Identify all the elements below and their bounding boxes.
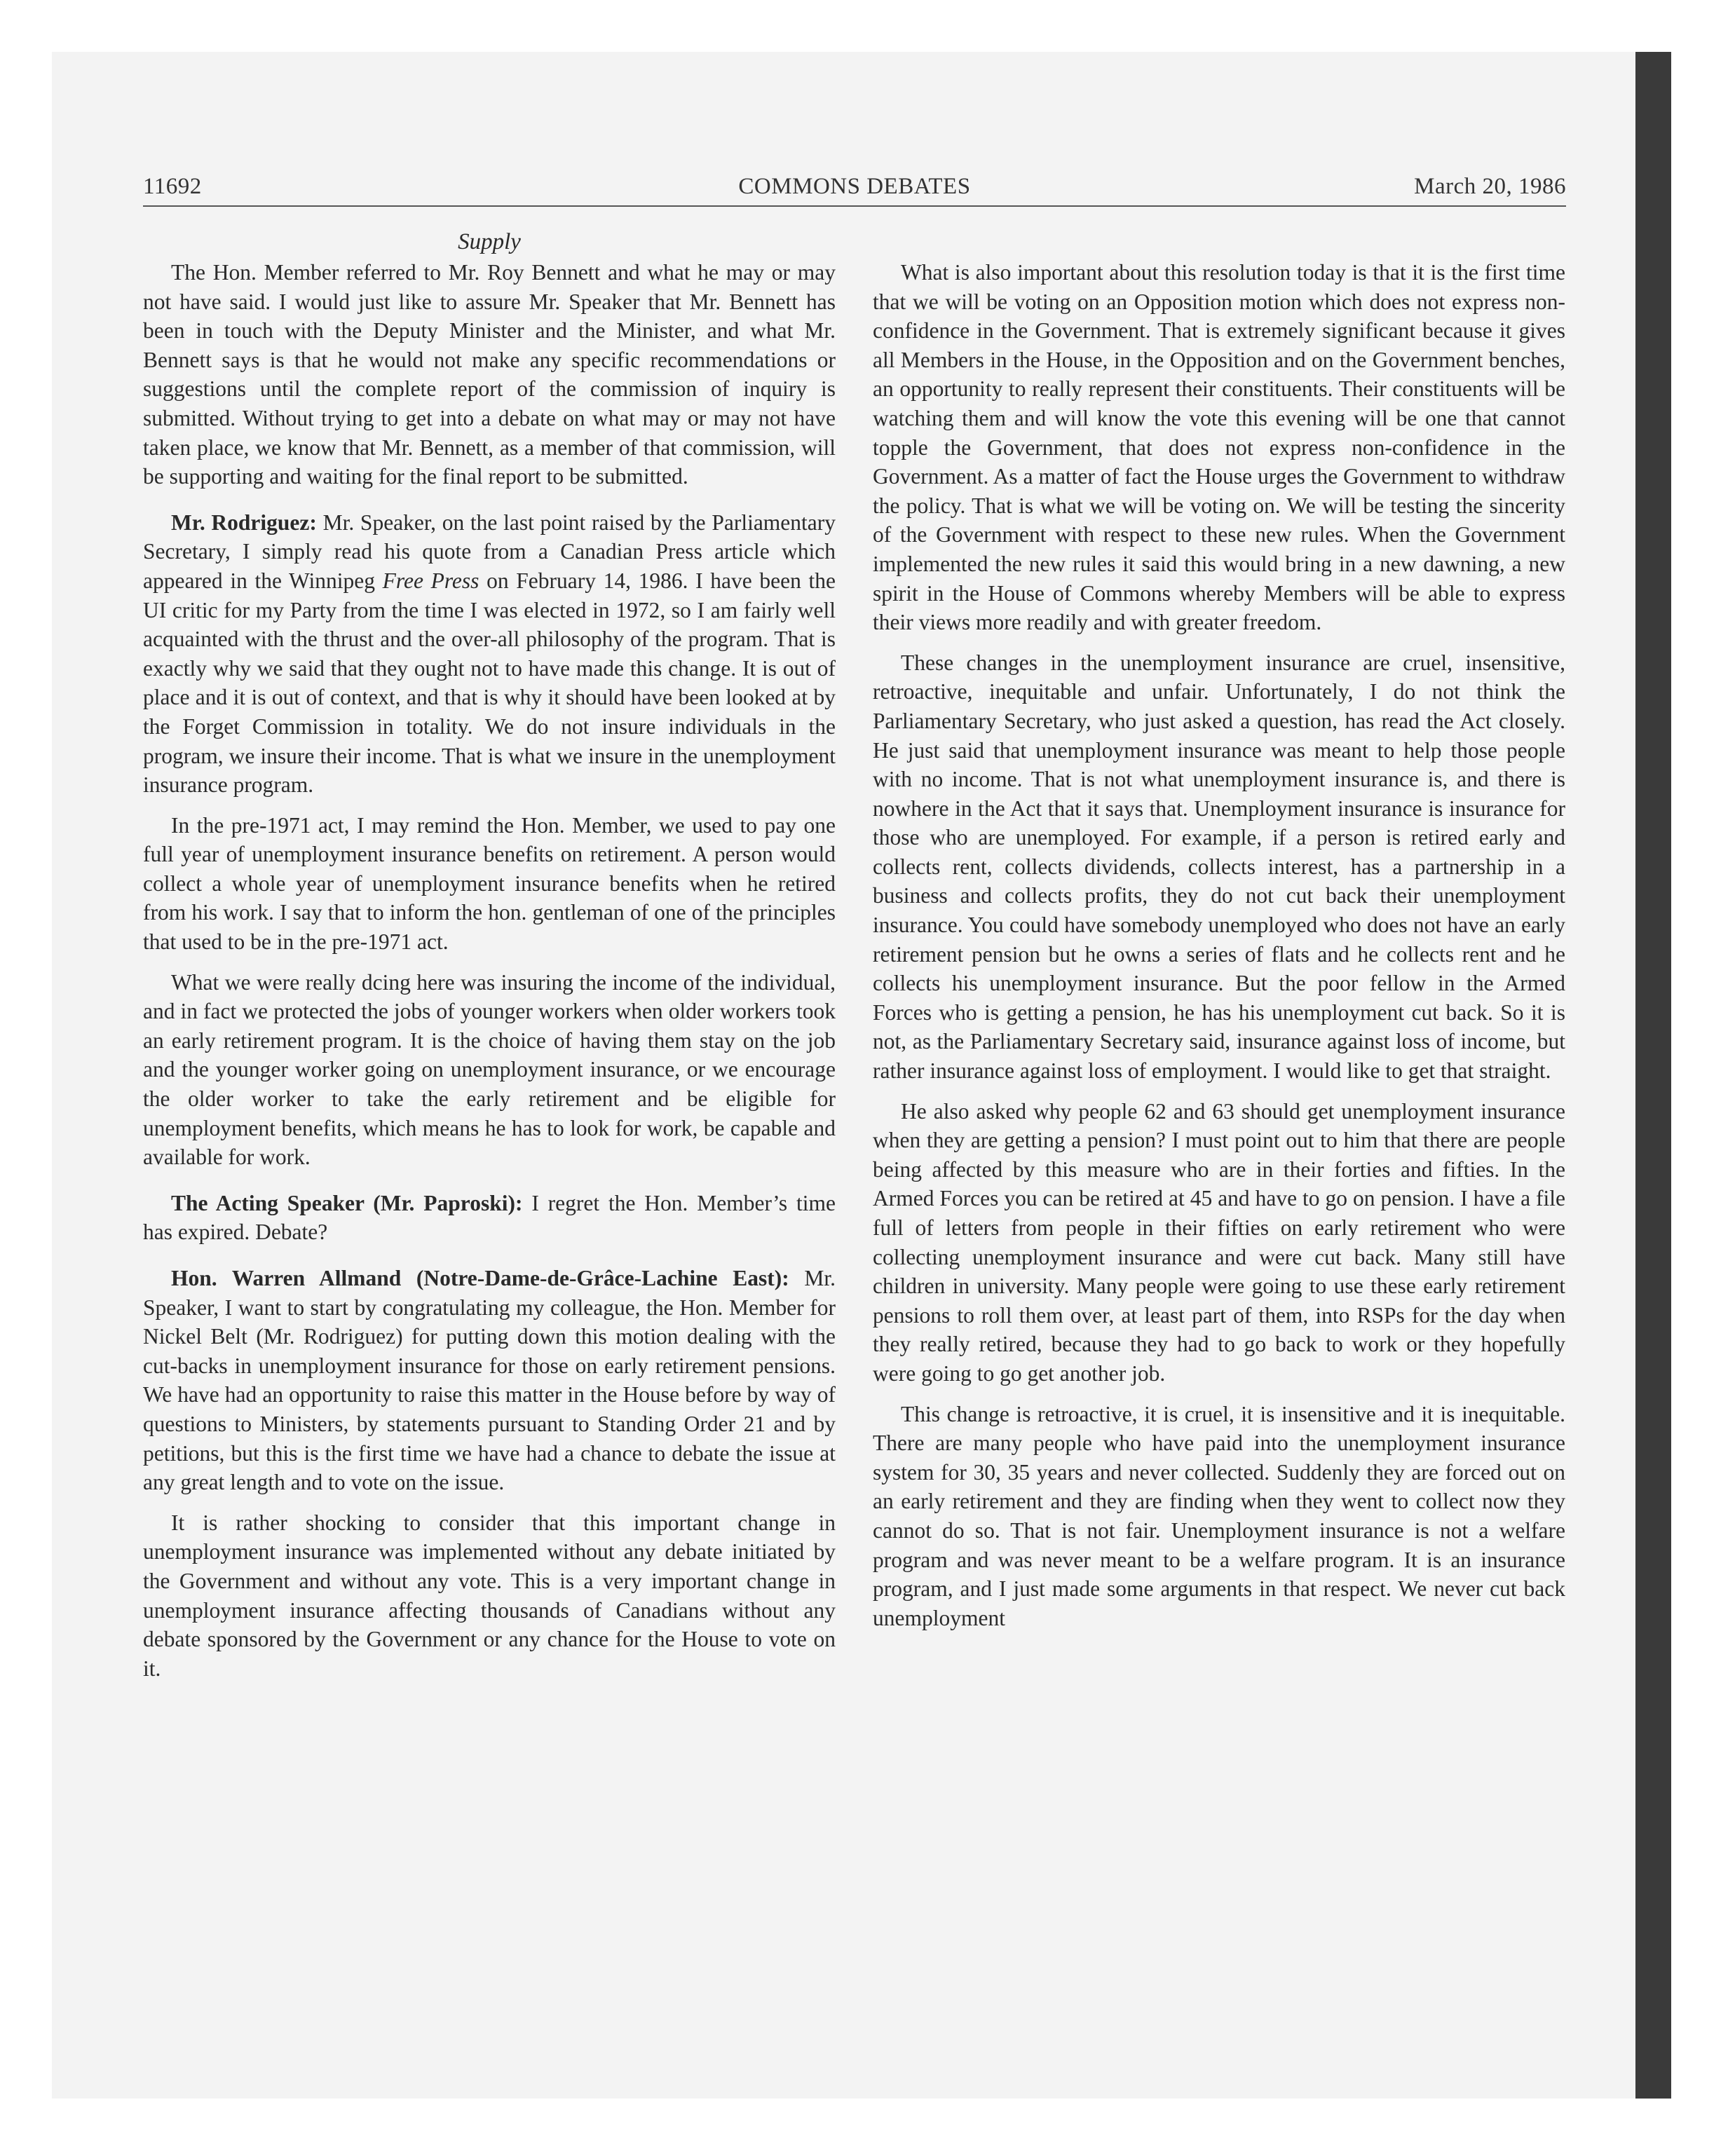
paragraph-text: Mr. Speaker, on the last point raised by the Parliamentary Secretary, I simply read his quote from a Canadian Press article which appeared in the Winnipeg (143, 510, 836, 593)
paragraph: He also asked why people 62 and 63 should get unemployment insurance when they are getting a pension? I must point out to him that there are people being affected by this measure who are in their forties and fifties. In the Armed Forces you can be retired at 45 and have to go on pension. I have a file full of letters from people in their fifties on early retirement who were collecting unemployment insurance and were cut back. Many still have children in university. Many people were going to use these early retirement pensions to roll them over, at least part of them, into RSPs for the day when they really retired, because they had to go back to work or they hopefully were going to go get another job. (873, 1098, 1565, 1386)
paragraph-text: Mr. Speaker, I want to start by congratulating my colleague, the Hon. Member for Nickel Belt (Mr. Rodriguez) for putting down this motion dealing with the cut-backs in unemployment insurance for those on early retirement pensions. We have had an opportunity to raise this matter in the House before by way of questions to Ministers, by statements pursuant to Standing Order 21 and by petitions, but this is the first time we have had a chance to debate the issue at any great length and to vote on the issue. (143, 1266, 836, 1495)
paragraph-text: I regret the Hon. Member’s time has expired. Debate? (143, 1190, 836, 1245)
publication-title: COMMONS DEBATES (738, 174, 971, 199)
right-column (873, 258, 1565, 1644)
paragraph: It is rather shocking to consider that this important change in unemployment insurance was implemented without any debate initiated by the Government and without any vote. This is a very important change in unemployment insurance affecting thousands of Canadians without any debate sponsored by the Government or any chance for the House to vote on it. (143, 1510, 836, 1681)
paragraph (143, 1189, 836, 1247)
paragraph: In the pre-1971 act, I may remind the Hon. Member, we used to pay one full year of unemployment insurance benefits on retirement. A person would collect a whole year of unemployment insurance benefits when he retired from his work. I say that to inform the hon. gentleman of one of the principles that used to be in the pre-1971 act. (143, 812, 836, 955)
speaker-name: The Acting Speaker (Mr. Paproski): (171, 1190, 523, 1215)
paragraph (143, 1264, 836, 1497)
paragraph-text: on February 14, 1986. I have been the UI critic for my Party from the time I was elected in 1972, so I am fairly well acquainted with the thrust and the over-all philosophy of the program. That is exactly why we said that they ought not to have made this change. It is out of place and it is out of context, and that is why it should have been looked at by the Forget Commission in totality. We do not insure individuals in the program, we insure their income. That is what we insure in the unemployment insurance program. (143, 568, 836, 798)
scan-border-strip (1635, 52, 1671, 2099)
speaker-name: Hon. Warren Allmand (Notre-Dame-de-Grâce-Lachine East): (171, 1266, 789, 1290)
section-heading: Supply (458, 229, 521, 254)
page-number: 11692 (143, 174, 202, 199)
paragraph: What is also important about this resolution today is that it is the first time that we will be voting on an Opposition motion which does not express non-confidence in the Government. That is extremely significant because it gives all Members in the House, in the Opposition and on the Government benches, an opportunity to really represent their constituents. Their constituents will be watching them and will know the vote this evening will be one that cannot topple the Government, that does not express non-confidence in the Government. As a matter of fact the House urges the Government to withdraw the policy. That is what we will be voting on. We will be testing the sincerity of the Government with respect to these new rules. When the Government implemented the new rules it said this would bring in a new dawning, a new spirit in the House of Commons whereby Members will be able to express their views more readily and with greater freedom. (873, 260, 1565, 635)
publication-date: March 20, 1986 (1414, 174, 1566, 199)
speaker-name: Mr. Rodriguez: (171, 510, 317, 535)
paragraph (143, 508, 836, 800)
paragraph: The Hon. Member referred to Mr. Roy Bennett and what he may or may not have said. I would just like to assure Mr. Speaker that Mr. Bennett has been in touch with the Deputy Minister and the Minister, and what Mr. Bennett says is that he would not make any specific recommendations or suggestions until the complete report of the commission of inquiry is submitted. Without trying to get into a debate on what may or may not have taken place, we know that Mr. Bennett, as a member of that commission, will be supporting and waiting for the final report to be submitted. (143, 260, 836, 489)
left-column (143, 258, 836, 1694)
paragraph: These changes in the unemployment insurance are cruel, insensitive, retroactive, inequitable and unfair. Unfortunately, I do not think the Parliamentary Secretary, who just asked a question, has read the Act closely. He just said that unemployment insurance was meant to help those people with no income. That is not what unemployment insurance is, and there is nowhere in the Act that it says that. Unemployment insurance is insurance for those who are unemployed. For example, if a person is retired early and collects rent, collects dividends, collects interest, has a partnership in a business and collects profits, they do not cut back their unemployment insurance. You could have somebody unemployed who does not have an early retirement pension but he owns a series of flats and he collects rent and he collects his unemployment insurance. But the poor fellow in the Armed Forces who is getting a pension, he has his unemployment cut back. So it is not, as the Parliamentary Secretary said, insurance against loss of income, but rather insurance against loss of employment. I would like to get that straight. (873, 650, 1565, 1084)
paragraph: This change is retroactive, it is cruel, it is insensitive and it is inequitable. There are many people who have paid into the unemployment insurance system for 30, 35 years and never collected. Suddenly they are forced out on an early retirement and they are finding when they went to collect now they cannot do so. That is not fair. Unemployment insurance is not a welfare program and was never meant to be a welfare program. It is an insurance program, and I just made some arguments in that respect. We never cut back unemployment (873, 1401, 1565, 1630)
publication-name: Free Press (382, 568, 479, 593)
page-header (143, 174, 1566, 207)
paragraph: What we were really dcing here was insuring the income of the individual, and in fact we protected the jobs of younger workers when older workers took an early retirement program. It is the choice of having them stay on the job and the younger worker going on unemployment insurance, or we encourage the older worker to take the early retirement and be eligible for unemployment benefits, which means he has to look for work, be capable and available for work. (143, 969, 836, 1170)
header-rule (143, 205, 1566, 207)
